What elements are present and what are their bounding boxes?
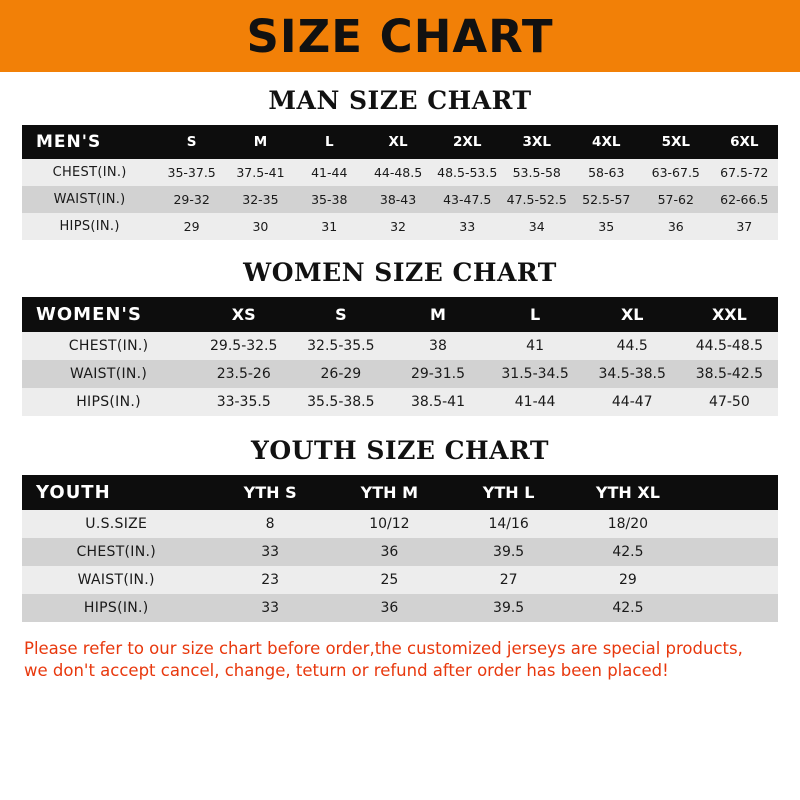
youth-row-2-cell-2: 25 xyxy=(380,572,399,588)
man-header-cell-4: XL xyxy=(388,134,408,150)
man-row-2-cell-9: 37 xyxy=(736,219,753,234)
man-row-1-cell-1: 29-32 xyxy=(173,192,210,207)
women-row-2-cell-2: 35.5-38.5 xyxy=(307,394,375,410)
table-row xyxy=(22,594,778,622)
women-size-table xyxy=(22,297,778,416)
youth-row-0-cell-0: U.S.SIZE xyxy=(85,516,148,532)
women-header-cell-6: XXL xyxy=(711,305,747,324)
women-header-cell-2: S xyxy=(335,305,347,324)
women-row-0-cell-3: 38 xyxy=(429,338,447,354)
youth-header-cell-spacer xyxy=(688,475,778,510)
youth-row-1-cell-spacer xyxy=(688,538,778,566)
man-size-table xyxy=(22,125,778,240)
man-row-1-cell-8: 57-62 xyxy=(657,192,694,207)
women-row-2-cell-5: 44-47 xyxy=(611,394,653,410)
youth-row-0-cell-4: 18/20 xyxy=(607,516,649,532)
man-row-0-cell-1: 35-37.5 xyxy=(167,165,216,180)
man-row-0-cell-5: 48.5-53.5 xyxy=(437,165,498,180)
women-row-1-cell-5: 34.5-38.5 xyxy=(598,366,666,382)
youth-row-2-cell-4: 29 xyxy=(618,572,637,588)
man-header-cell-3: L xyxy=(324,134,334,150)
man-section-title: MAN SIZE CHART xyxy=(268,86,532,115)
youth-header-cell-4: YTH XL xyxy=(595,483,660,502)
women-header-cell-5: XL xyxy=(620,305,644,324)
youth-header-cell-1: YTH S xyxy=(243,483,297,502)
man-row-2-cell-6: 34 xyxy=(528,219,545,234)
youth-row-2-cell-0: WAIST(IN.) xyxy=(77,572,155,588)
man-row-2-cell-4: 32 xyxy=(390,219,407,234)
youth-header-row xyxy=(22,475,778,510)
order-policy-note-line2: we don't accept cancel, change, teturn or refund after order has been placed! xyxy=(24,661,669,681)
women-row-1-cell-0: WAIST(IN.) xyxy=(69,366,148,382)
man-row-0-cell-0: CHEST(IN.) xyxy=(52,165,127,180)
page-header-band xyxy=(0,0,800,72)
youth-row-2-cell-1: 23 xyxy=(261,572,280,588)
youth-row-1-cell-2: 36 xyxy=(380,544,399,560)
man-row-1-cell-9: 62-66.5 xyxy=(720,192,769,207)
man-header-cell-8: 5XL xyxy=(661,134,690,150)
man-header-cell-9: 6XL xyxy=(730,134,759,150)
youth-header-cell-2: YTH M xyxy=(360,483,419,502)
women-row-1-cell-3: 29-31.5 xyxy=(410,366,465,382)
women-row-2-cell-0: HIPS(IN.) xyxy=(76,394,141,410)
youth-row-3-cell-4: 42.5 xyxy=(612,600,644,616)
man-header-cell-1: S xyxy=(186,134,197,150)
man-row-2-cell-0: HIPS(IN.) xyxy=(59,219,120,234)
women-row-1-cell-6: 38.5-42.5 xyxy=(695,366,764,382)
table-row xyxy=(22,213,778,240)
man-table-head xyxy=(22,125,778,159)
chart-content xyxy=(0,72,800,800)
man-table-body xyxy=(22,159,778,240)
man-row-1-cell-4: 38-43 xyxy=(379,192,417,207)
man-row-2-cell-8: 36 xyxy=(667,219,684,234)
table-row xyxy=(22,159,778,186)
youth-header-cell-3: YTH L xyxy=(482,483,535,502)
women-row-0-cell-0: CHEST(IN.) xyxy=(68,338,149,354)
man-row-2-cell-2: 30 xyxy=(252,219,269,234)
man-row-2-cell-5: 33 xyxy=(459,219,476,234)
women-row-1-cell-4: 31.5-34.5 xyxy=(501,366,569,382)
youth-row-2-cell-spacer xyxy=(688,566,778,594)
youth-size-table xyxy=(22,475,778,622)
youth-row-0-cell-2: 10/12 xyxy=(369,516,410,532)
man-row-1-cell-2: 32-35 xyxy=(242,192,279,207)
table-row xyxy=(22,332,778,360)
order-policy-note-line1: Please refer to our size chart before order,the customized jerseys are special products, xyxy=(24,639,743,658)
youth-table-head xyxy=(22,475,778,510)
women-row-2-cell-1: 33-35.5 xyxy=(216,394,271,410)
man-row-2-cell-1: 29 xyxy=(183,219,200,234)
youth-row-1-cell-4: 42.5 xyxy=(612,544,644,560)
man-header-cell-6: 3XL xyxy=(522,134,551,150)
youth-row-1-cell-1: 33 xyxy=(261,544,280,560)
man-row-1-cell-3: 35-38 xyxy=(311,192,348,207)
man-row-0-cell-6: 53.5-58 xyxy=(512,165,561,180)
youth-row-3-cell-spacer xyxy=(688,594,778,622)
women-section-title: WOMEN SIZE CHART xyxy=(243,258,557,287)
man-row-2-cell-3: 31 xyxy=(321,219,338,234)
man-header-cell-5: 2XL xyxy=(453,134,482,150)
youth-row-3-cell-2: 36 xyxy=(380,600,399,616)
man-row-0-cell-3: 41-44 xyxy=(311,165,348,180)
youth-row-0-cell-3: 14/16 xyxy=(488,516,529,532)
man-row-0-cell-9: 67.5-72 xyxy=(720,165,769,180)
man-row-0-cell-7: 58-63 xyxy=(588,165,625,180)
man-row-1-cell-7: 52.5-57 xyxy=(582,192,631,207)
youth-row-1-cell-0: CHEST(IN.) xyxy=(76,544,157,560)
table-row xyxy=(22,510,778,538)
women-row-0-cell-6: 44.5-48.5 xyxy=(695,338,764,354)
women-row-0-cell-5: 44.5 xyxy=(616,338,648,354)
women-header-cell-3: M xyxy=(430,305,446,324)
women-header-cell-1: XS xyxy=(231,305,256,324)
women-table-head xyxy=(22,297,778,332)
man-row-1-cell-5: 43-47.5 xyxy=(443,192,492,207)
order-policy-note xyxy=(22,638,778,683)
youth-row-3-cell-0: HIPS(IN.) xyxy=(83,600,149,616)
women-row-2-cell-4: 41-44 xyxy=(514,394,556,410)
women-row-0-cell-1: 29.5-32.5 xyxy=(210,338,278,354)
man-row-0-cell-4: 44-48.5 xyxy=(373,165,423,180)
youth-row-0-cell-1: 8 xyxy=(265,516,275,532)
youth-row-1-cell-3: 39.5 xyxy=(493,544,525,560)
women-header-cell-0: WOMEN'S xyxy=(36,304,142,325)
table-row xyxy=(22,360,778,388)
youth-section-title: YOUTH SIZE CHART xyxy=(251,436,549,465)
women-row-2-cell-3: 38.5-41 xyxy=(410,394,465,410)
women-table-body xyxy=(22,332,778,416)
women-row-1-cell-2: 26-29 xyxy=(320,366,362,382)
women-row-0-cell-2: 32.5-35.5 xyxy=(307,338,375,354)
man-row-0-cell-8: 63-67.5 xyxy=(651,165,700,180)
man-header-cell-2: M xyxy=(253,134,268,150)
man-row-1-cell-6: 47.5-52.5 xyxy=(506,192,567,207)
women-row-1-cell-1: 23.5-26 xyxy=(216,366,271,382)
man-header-cell-7: 4XL xyxy=(592,134,621,150)
youth-table-body xyxy=(22,510,778,622)
man-header-cell-0: MEN'S xyxy=(36,132,102,152)
women-row-2-cell-6: 47-50 xyxy=(709,394,750,410)
table-row xyxy=(22,388,778,416)
man-header-row xyxy=(22,125,778,159)
youth-row-0-cell-spacer xyxy=(688,510,778,538)
man-row-2-cell-7: 35 xyxy=(598,219,615,234)
women-header-row xyxy=(22,297,778,332)
women-row-0-cell-4: 41 xyxy=(526,338,544,354)
youth-row-2-cell-3: 27 xyxy=(499,572,518,588)
women-header-cell-4: L xyxy=(529,305,541,324)
youth-header-cell-0: YOUTH xyxy=(36,482,111,503)
table-row xyxy=(22,186,778,213)
man-row-0-cell-2: 37.5-41 xyxy=(236,165,285,180)
table-row xyxy=(22,538,778,566)
youth-row-3-cell-1: 33 xyxy=(261,600,280,616)
table-row xyxy=(22,566,778,594)
man-row-1-cell-0: WAIST(IN.) xyxy=(53,192,126,207)
page-title: SIZE CHART xyxy=(246,9,554,63)
youth-row-3-cell-3: 39.5 xyxy=(493,600,525,616)
